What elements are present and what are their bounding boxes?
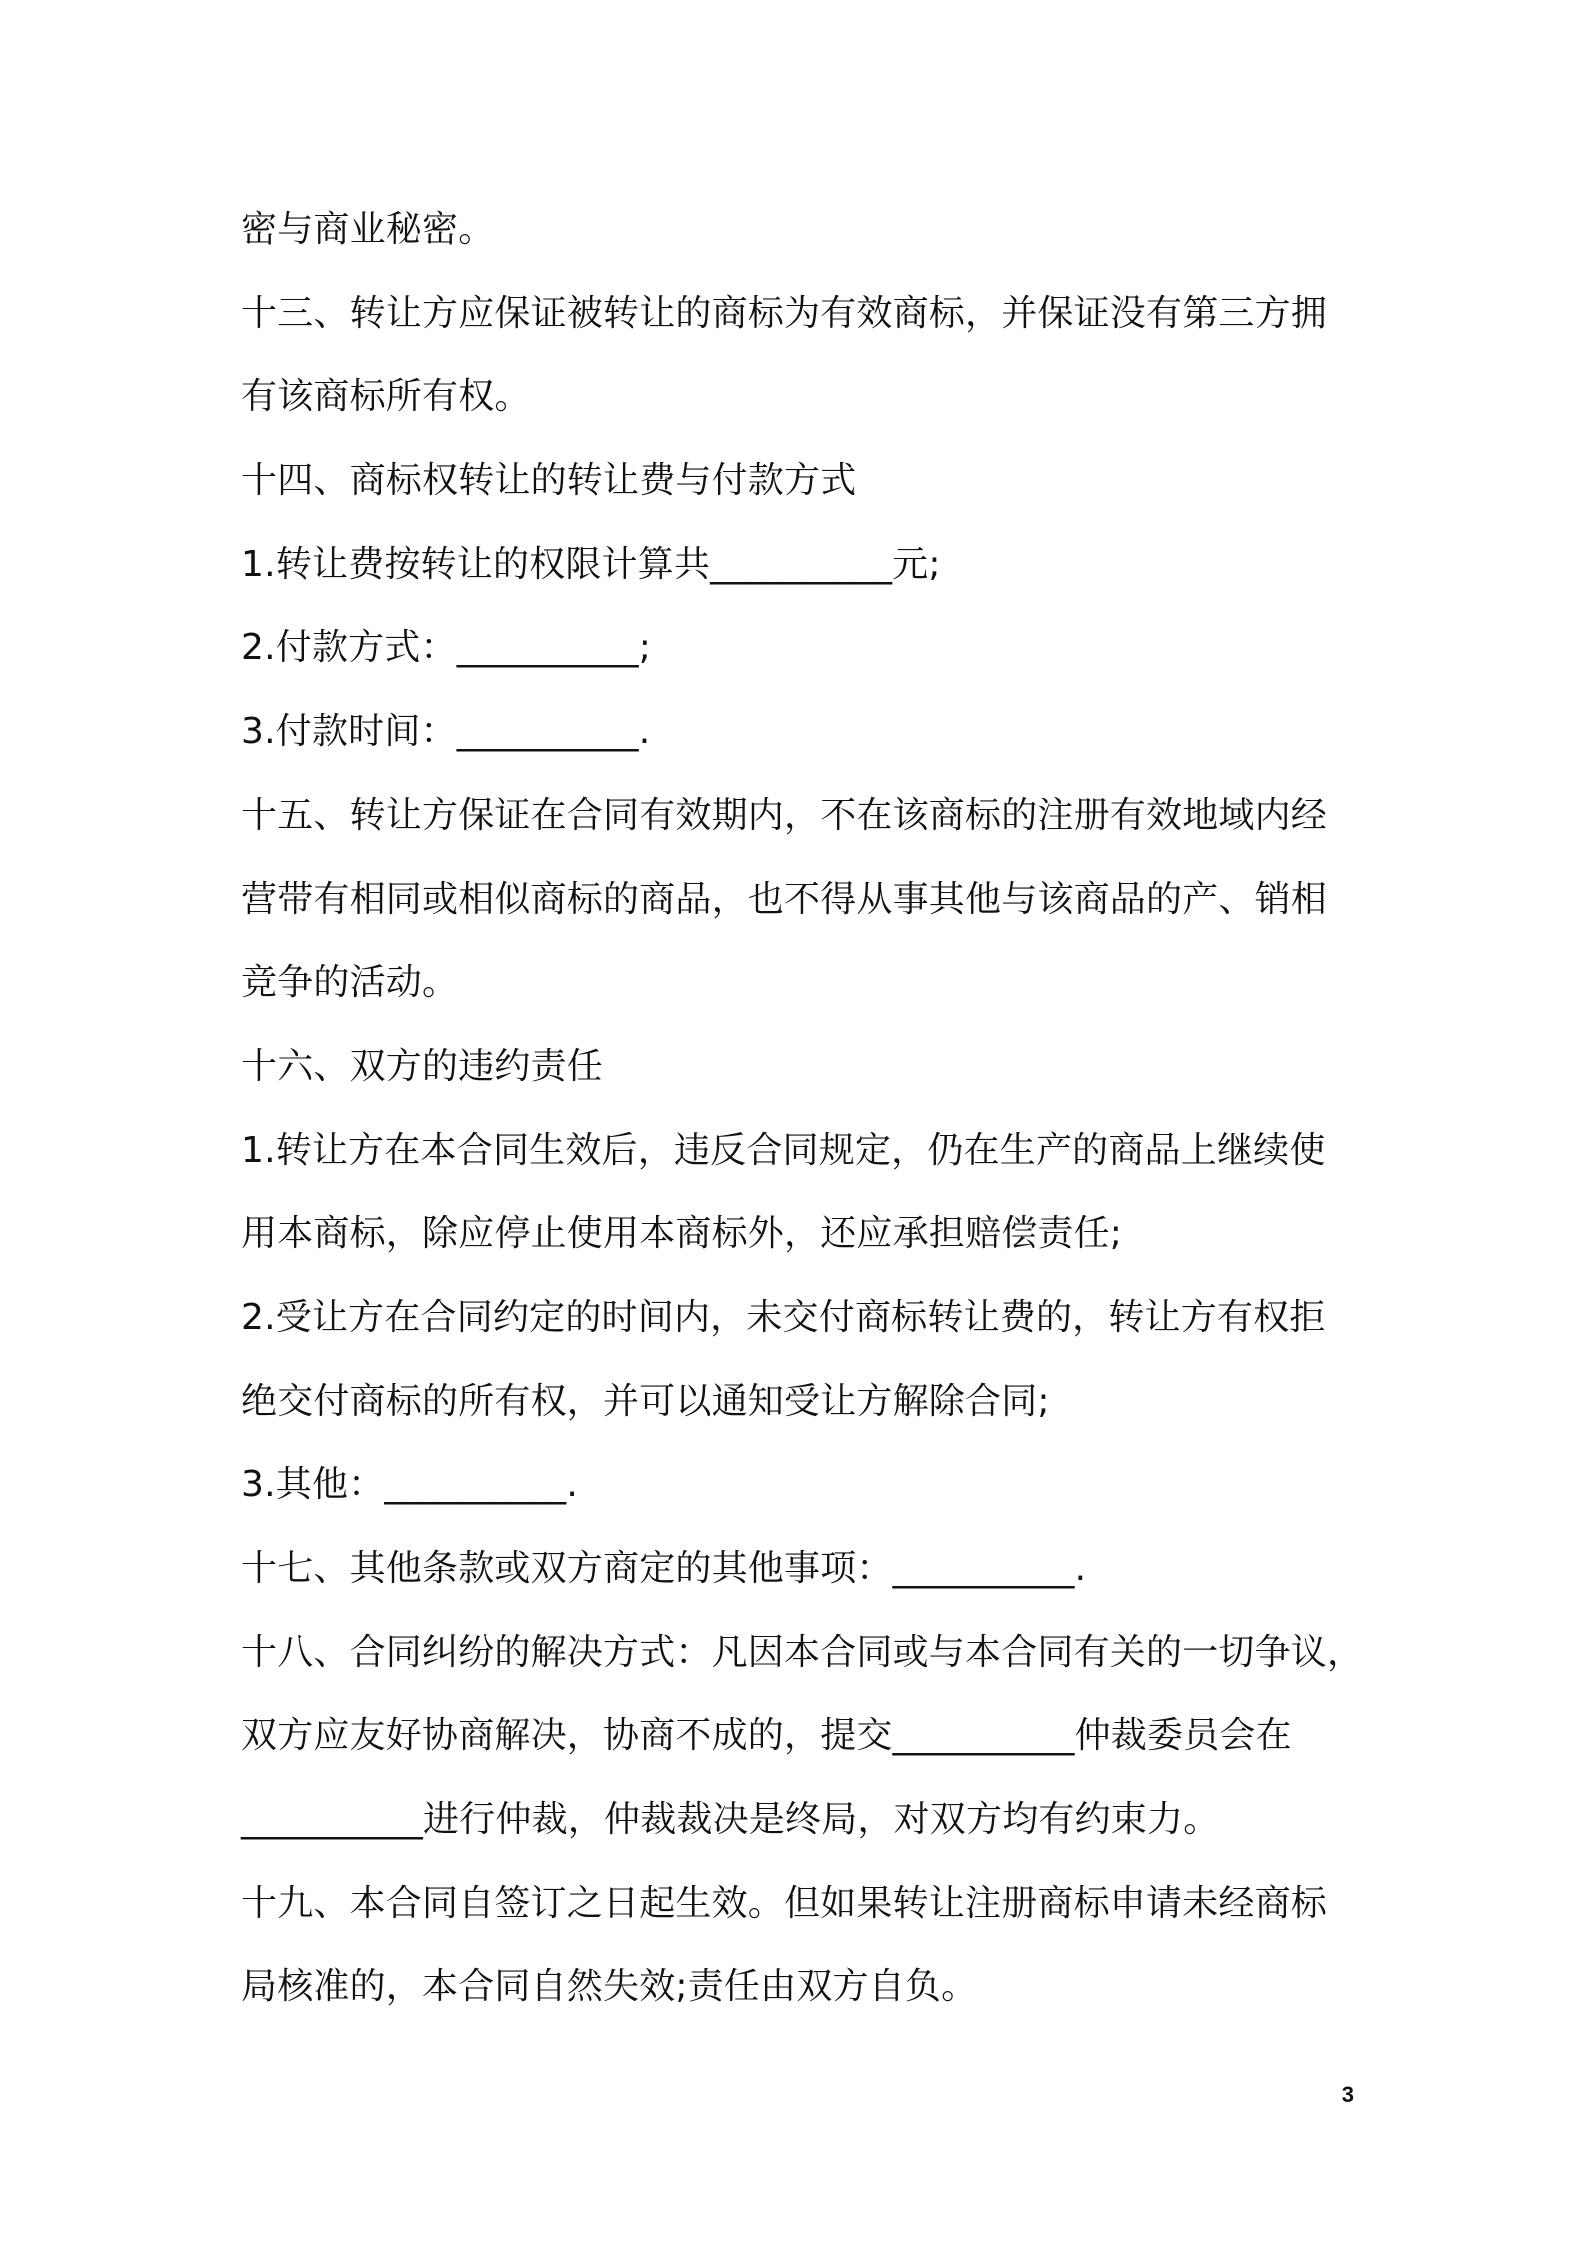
text-line: 1.转让费按转让的权限计算共__________元; [241,543,941,585]
text-line: 双方应友好协商解决，协商不成的，提交__________仲裁委员会在 [241,1715,1292,1757]
contract-text [241,188,1364,2029]
page-number: 3 [1341,2082,1354,2107]
text-line: 密与商业秘密。 [241,209,495,250]
text-line: 局核准的，本合同自然失效;责任由双方自负。 [241,1966,978,2008]
text-line: 2.受让方在合同约定的时间内，未交付商标转让费的，转让方有权拒 [241,1296,1326,1338]
text-line: 十五、转让方保证在合同有效期内，不在该商标的注册有效地域内经 [241,794,1328,836]
text-line: 十九、本合同自签订之日起生效。但如果转让注册商标申请未经商标 [241,1882,1328,1924]
section-heading: 十四、商标权转让的转让费与付款方式 [241,460,857,502]
text-line: 营带有相同或相似商标的商品，也不得从事其他与该商品的产、销相 [241,878,1328,920]
text-line: 十三、转让方应保证被转让的商标为有效商标，并保证没有第三方拥 [241,292,1328,334]
text-line: 绝交付商标的所有权，并可以通知受让方解除合同; [241,1380,1050,1422]
text-line: 1.转让方在本合同生效后，违反合同规定，仍在生产的商品上继续使 [241,1129,1326,1171]
text-line: 有该商标所有权。 [241,376,531,418]
text-line: 用本商标，除应停止使用本商标外，还应承担赔偿责任; [241,1213,1123,1255]
text-line: 2.付款方式：__________; [241,627,652,669]
section-heading: 十六、双方的违约责任 [241,1045,604,1087]
text-line: 十八、合同纠纷的解决方式：凡因本合同或与本合同有关的一切争议， [241,1631,1364,1673]
text-line: 3.付款时间：__________. [241,711,651,753]
text-line: __________进行仲裁，仲裁裁决是终局，对双方均有约束力。 [241,1799,1220,1841]
text-line: 3.其他：__________. [241,1464,578,1506]
text-line: 十七、其他条款或双方商定的其他事项：__________. [241,1548,1087,1589]
text-line: 竞争的活动。 [241,962,459,1004]
